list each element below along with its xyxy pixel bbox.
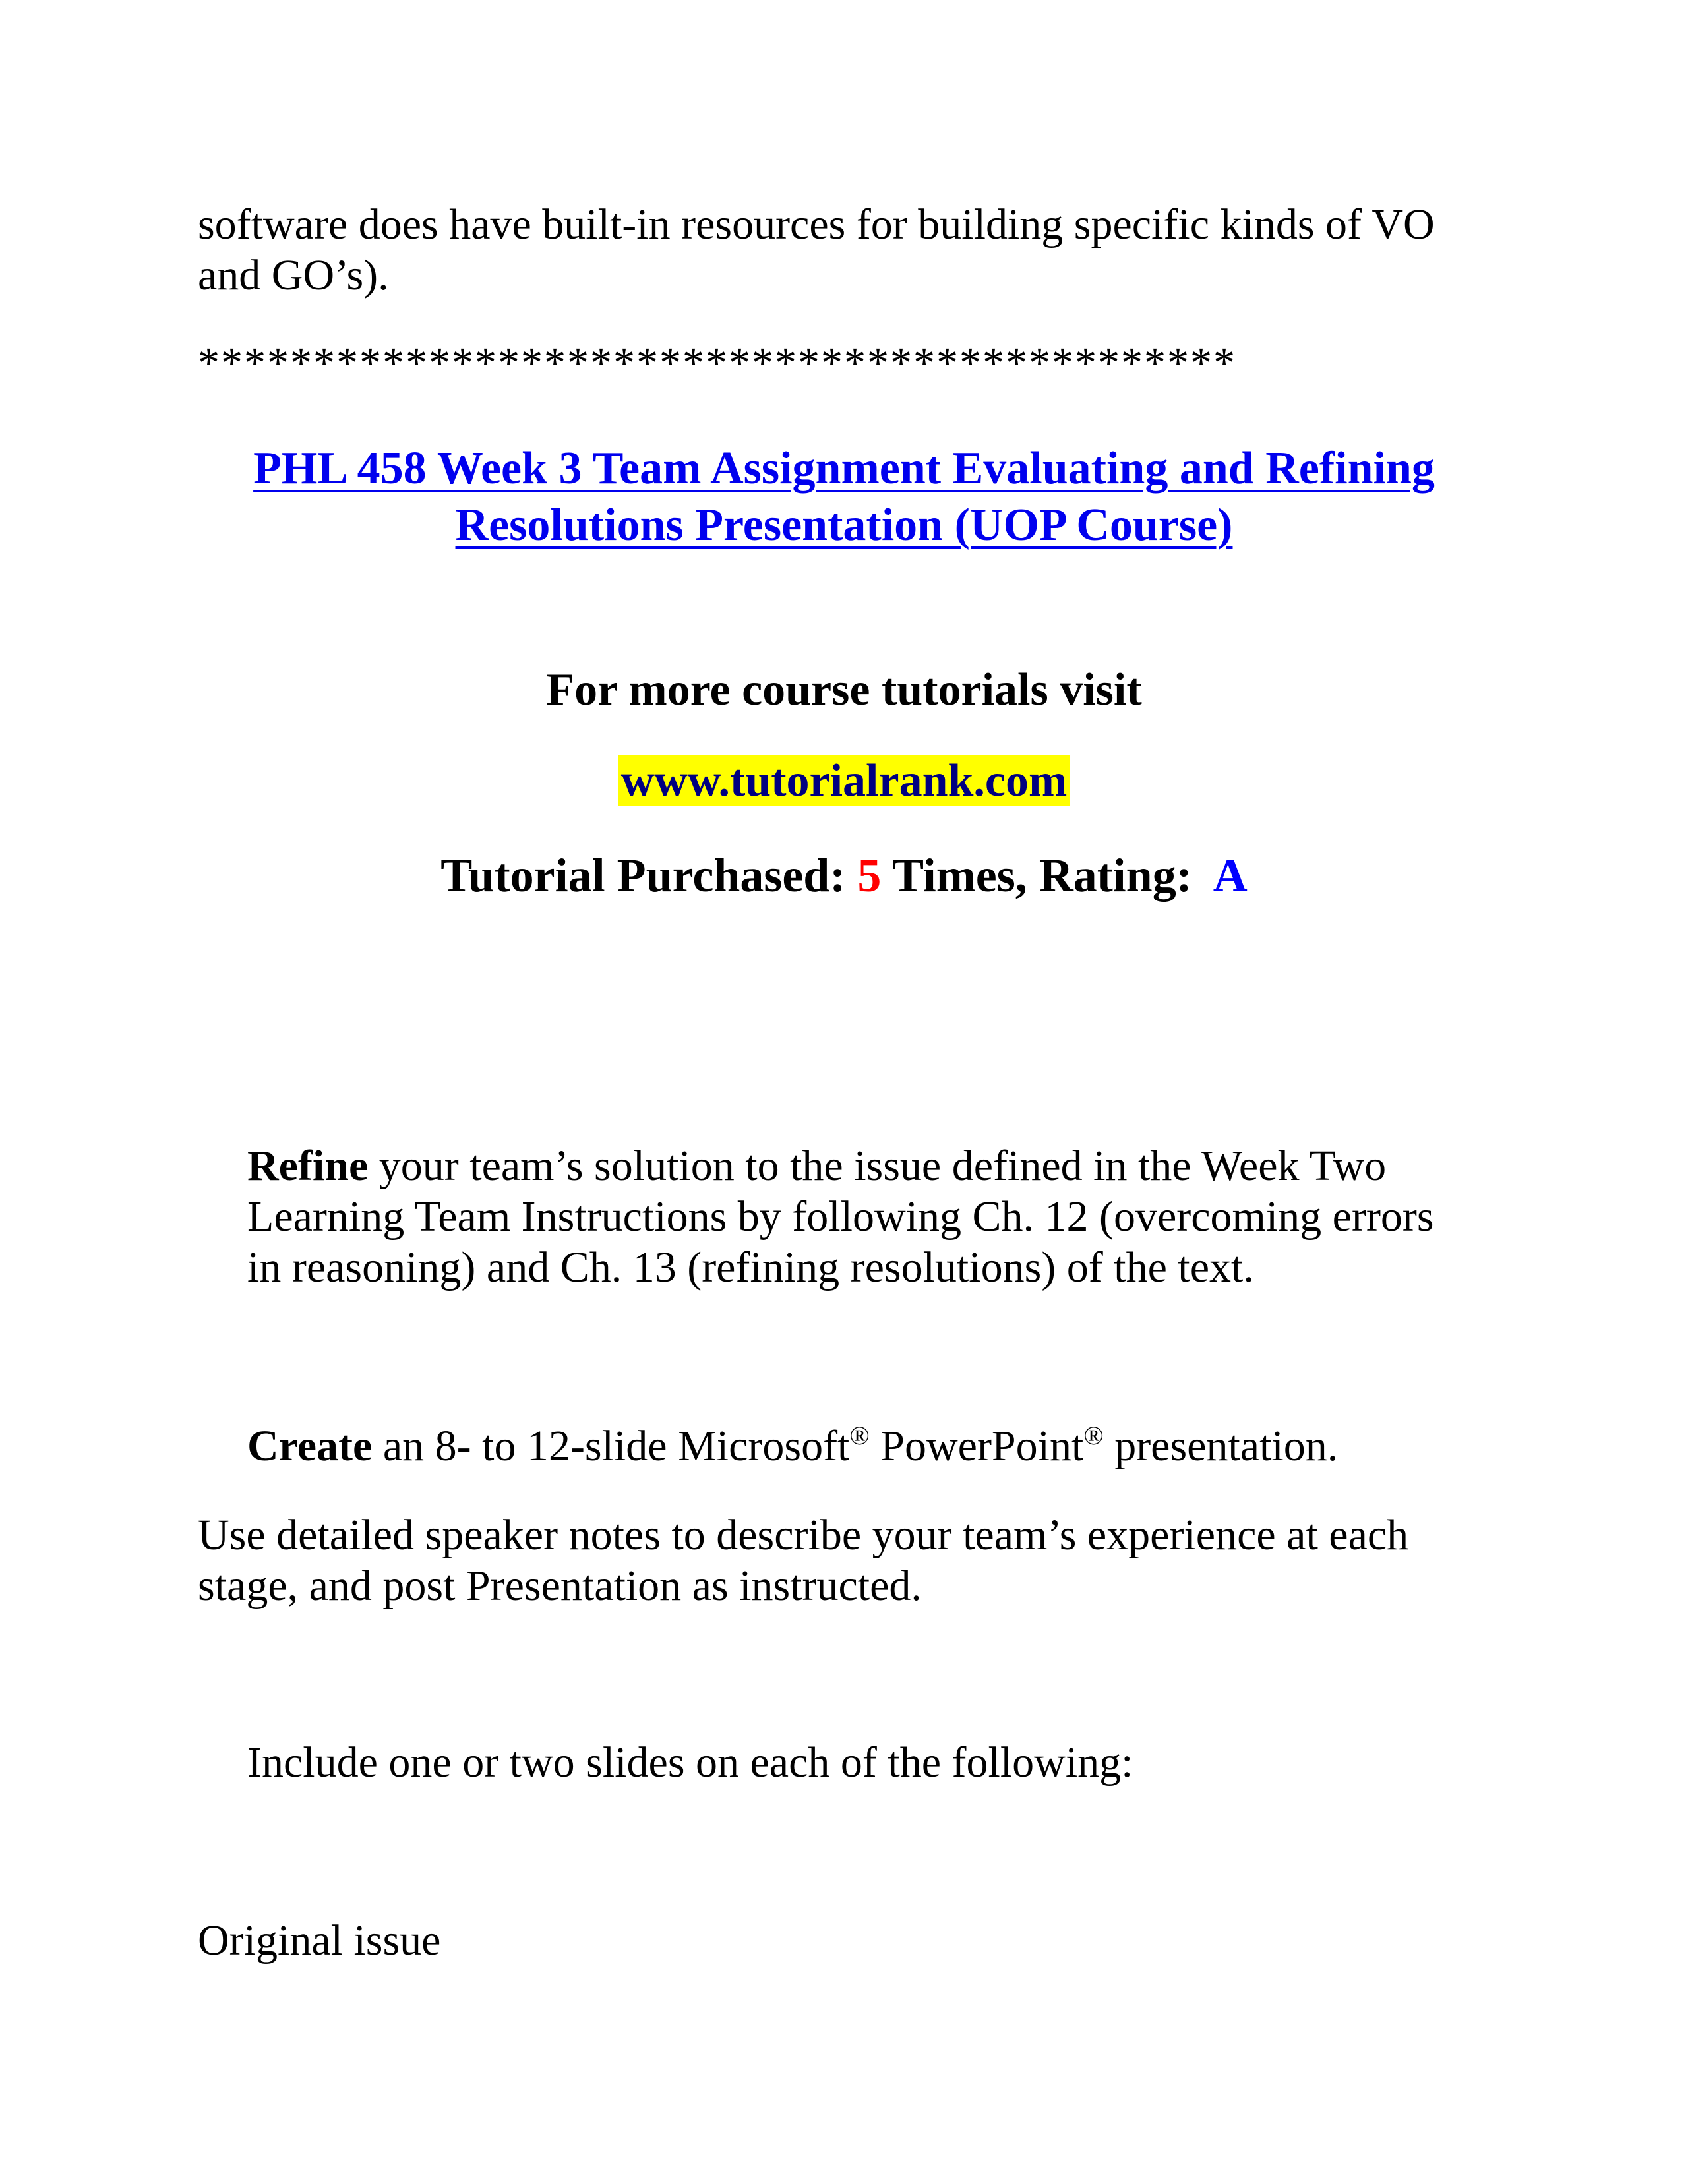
visit-text: For more course tutorials visit bbox=[546, 664, 1142, 715]
title-link[interactable] bbox=[253, 443, 1435, 550]
create-paragraph bbox=[247, 1421, 1338, 1471]
speaker-line-1: Use detailed speaker notes to describe your team’s experience at each bbox=[198, 1511, 1409, 1559]
registered-mark-2: ® bbox=[1083, 1421, 1104, 1450]
intro-line-1: software does have built-in resources for building specific kinds of VO bbox=[198, 200, 1435, 249]
refine-paragraph bbox=[247, 1140, 1434, 1293]
create-part-3: presentation. bbox=[1103, 1422, 1339, 1470]
speaker-line-2: stage, and post Presentation as instructed. bbox=[198, 1562, 922, 1610]
rating-value: A bbox=[1213, 849, 1248, 902]
refine-line-3: in reasoning) and Ch. 13 (refining resolutions) of the text. bbox=[247, 1243, 1254, 1291]
refine-line-1: your team’s solution to the issue defined in the Week Two bbox=[368, 1142, 1387, 1190]
website-link[interactable]: www.tutorialrank.com bbox=[618, 755, 1070, 806]
create-part-2: PowerPoint bbox=[869, 1422, 1084, 1470]
intro-paragraph bbox=[198, 199, 1435, 301]
purchased-label: Tutorial Purchased: bbox=[440, 849, 858, 902]
create-bold: Create bbox=[247, 1422, 373, 1470]
purchased-count: 5 bbox=[857, 849, 882, 902]
purchase-line bbox=[0, 850, 1688, 901]
refine-bold: Refine bbox=[247, 1142, 369, 1190]
original-issue-text: Original issue bbox=[198, 1916, 441, 1964]
create-part-1: an 8- to 12-slide Microsoft bbox=[372, 1422, 850, 1470]
intro-line-2: and GO’s). bbox=[198, 251, 389, 299]
speaker-notes-paragraph bbox=[198, 1510, 1408, 1611]
title-line-2: Resolutions Presentation (UOP Course) bbox=[455, 500, 1233, 550]
separator-line: ********************************************* bbox=[198, 339, 1236, 387]
title-heading bbox=[0, 440, 1688, 554]
refine-line-2: Learning Team Instructions by following Ch. 12 (overcoming errors bbox=[247, 1193, 1434, 1241]
title-line-1: PHL 458 Week 3 Team Assignment Evaluating and Refining bbox=[253, 443, 1435, 494]
include-paragraph: Include one or two slides on each of the following: bbox=[247, 1738, 1133, 1786]
url-line bbox=[0, 755, 1688, 806]
times-rating-label: Times, Rating: bbox=[881, 849, 1213, 902]
registered-mark-1: ® bbox=[849, 1421, 870, 1450]
